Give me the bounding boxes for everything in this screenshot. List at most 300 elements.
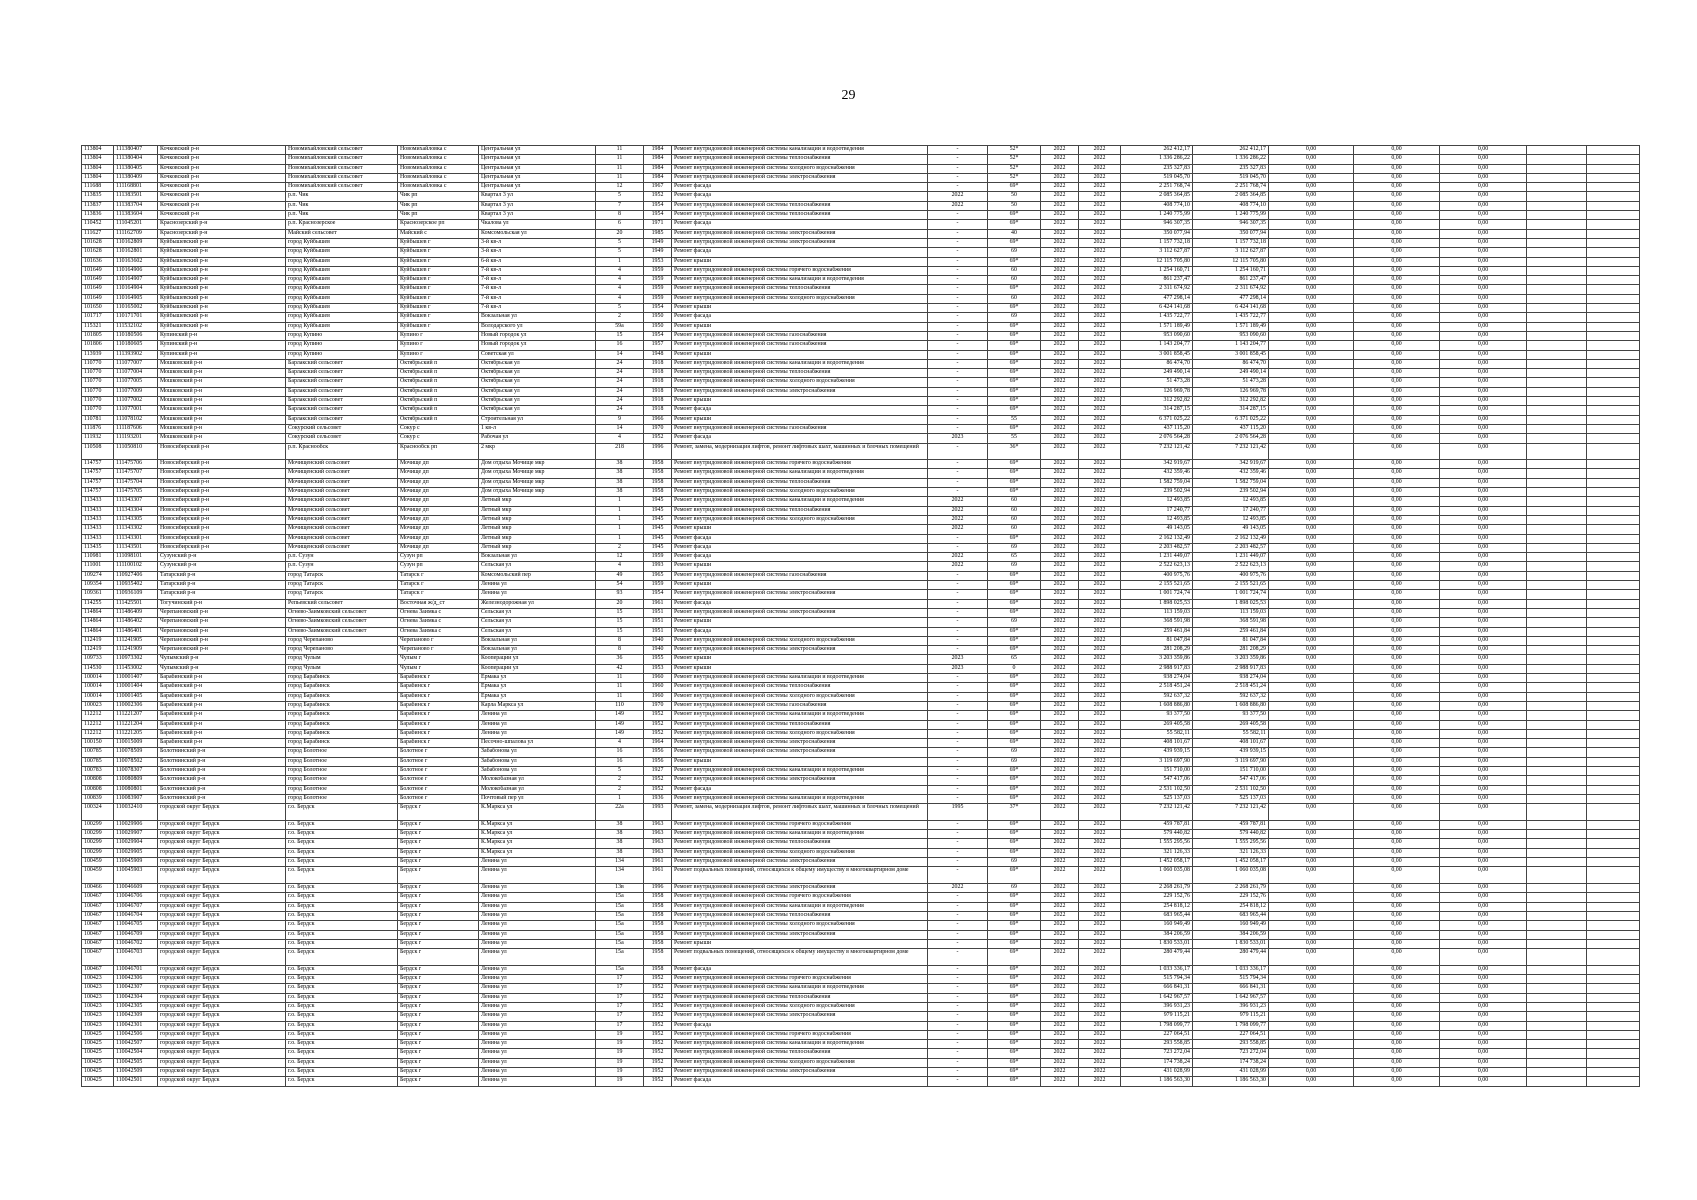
table-cell: 1961: [644, 867, 672, 884]
table-cell: 1953: [644, 257, 672, 266]
table-cell: 0,00: [1269, 711, 1354, 720]
table-cell: Краснозерское рп: [398, 220, 479, 229]
table-cell: город Болотное: [286, 794, 398, 803]
table-row: [82, 571, 1640, 580]
table-cell: Ремонт фасада: [672, 965, 928, 974]
table-cell: 16: [596, 757, 644, 766]
table-cell: Ленина ул: [479, 711, 596, 720]
table-cell: -: [928, 739, 988, 748]
table-cell: 15а: [596, 965, 644, 974]
table-cell: -: [928, 543, 988, 552]
table-cell: 0,00: [1440, 1040, 1527, 1049]
table-row: [82, 497, 1640, 506]
table-row: [82, 1030, 1640, 1039]
table-cell: 2022: [1041, 506, 1079, 515]
table-cell: 519 045,70: [1121, 173, 1193, 182]
table-cell: [1527, 248, 1587, 257]
table-row: [82, 664, 1640, 673]
table-cell: 100808: [82, 785, 114, 794]
table-cell: [1587, 720, 1640, 729]
table-cell: [1527, 949, 1587, 966]
table-cell: 1 642 967,57: [1121, 993, 1193, 1002]
table-row: [82, 618, 1640, 627]
table-cell: Ремонт фасада: [672, 220, 928, 229]
table-cell: 69: [988, 562, 1041, 571]
table-cell: Мочищенский сельсовет: [286, 515, 398, 524]
table-cell: [1587, 478, 1640, 487]
table-cell: [1587, 515, 1640, 524]
table-cell: Ремонт внутридомовой инженерной системы электроснабжения: [672, 776, 928, 785]
table-cell: 1 157 732,18: [1193, 238, 1269, 247]
table-cell: г.о. Бердск: [286, 911, 398, 920]
table-cell: Забабонова ул: [479, 748, 596, 757]
table-cell: 1963: [644, 820, 672, 829]
table-cell: 4: [596, 285, 644, 294]
table-cell: Ремонт крыши: [672, 757, 928, 766]
table-cell: 3 001 858,45: [1121, 350, 1193, 359]
table-cell: Новосибирский р-н: [158, 525, 286, 534]
table-cell: Ремонт внутридомовой инженерной системы теплоснабжения: [672, 1049, 928, 1058]
table-cell: 1957: [644, 341, 672, 350]
table-cell: 0,00: [1354, 201, 1440, 210]
table-cell: город Татарск: [286, 590, 398, 599]
table-cell: Ремонт фасада: [672, 192, 928, 201]
table-row: [82, 424, 1640, 433]
table-cell: 0,00: [1354, 757, 1440, 766]
table-cell: 111098101: [114, 553, 158, 562]
table-cell: 249 490,14: [1121, 369, 1193, 378]
table-cell: Барабинск г: [398, 674, 479, 683]
table-cell: Октябрьский п: [398, 359, 479, 368]
table-cell: 15а: [596, 921, 644, 930]
table-cell: Мошковский р-н: [158, 378, 286, 387]
table-cell: Бердск г: [398, 804, 479, 821]
table-cell: Сузун рп: [398, 553, 479, 562]
table-cell: [1527, 359, 1587, 368]
table-cell: -: [928, 646, 988, 655]
table-cell: 110046704: [114, 911, 158, 920]
table-cell: 1945: [644, 515, 672, 524]
table-cell: -: [928, 1040, 988, 1049]
table-cell: [1527, 636, 1587, 645]
table-cell: [1587, 469, 1640, 478]
table-cell: [1527, 867, 1587, 884]
table-cell: Летный мкр: [479, 515, 596, 524]
table-cell: 0,00: [1354, 776, 1440, 785]
table-cell: 15а: [596, 902, 644, 911]
table-cell: [1527, 406, 1587, 415]
table-cell: 6: [596, 220, 644, 229]
table-cell: 683 965,44: [1121, 911, 1193, 920]
table-cell: Болотное г: [398, 757, 479, 766]
table-cell: 109274: [82, 571, 114, 580]
table-cell: Чулымский р-н: [158, 655, 286, 664]
table-cell: 110032410: [114, 804, 158, 821]
repair-register-table: [81, 145, 1640, 1087]
table-cell: Бердск г: [398, 1030, 479, 1039]
table-cell: Барабинск г: [398, 701, 479, 710]
table-cell: 2022: [1079, 1002, 1121, 1011]
table-cell: 112212: [82, 729, 114, 738]
table-cell: город Барабинск: [286, 720, 398, 729]
table-cell: Куйбышев г: [398, 322, 479, 331]
table-cell: -: [928, 984, 988, 993]
table-row: [82, 785, 1640, 794]
table-cell: 0,00: [1269, 369, 1354, 378]
table-cell: 0,00: [1440, 739, 1527, 748]
table-cell: [1587, 785, 1640, 794]
table-cell: 111380409: [114, 173, 158, 182]
table-cell: 342 919,67: [1193, 460, 1269, 469]
table-row: [82, 993, 1640, 1002]
table-cell: 293 558,85: [1193, 1040, 1269, 1049]
table-cell: 111077001: [114, 406, 158, 415]
table-cell: Новосибирский р-н: [158, 497, 286, 506]
table-cell: [1587, 692, 1640, 701]
table-row: [82, 794, 1640, 803]
table-cell: Ремонт внутридомовой инженерной системы электроснабжения: [672, 1068, 928, 1077]
table-cell: 69*: [988, 785, 1041, 794]
table-cell: 2 155 521,65: [1193, 581, 1269, 590]
table-cell: 24: [596, 378, 644, 387]
table-cell: 2022: [1041, 949, 1079, 966]
table-row: [82, 599, 1640, 608]
table-cell: 69*: [988, 238, 1041, 247]
table-cell: 110078502: [114, 757, 158, 766]
table-cell: Летный мкр: [479, 525, 596, 534]
table-cell: 2022: [1041, 893, 1079, 902]
table-cell: 2022: [1079, 322, 1121, 331]
table-cell: Барлакский сельсовет: [286, 359, 398, 368]
table-cell: 0,00: [1440, 785, 1527, 794]
table-cell: 1 060 035,08: [1193, 867, 1269, 884]
table-cell: Ленина ул: [479, 858, 596, 867]
table-cell: 100423: [82, 984, 114, 993]
table-cell: 69*: [988, 378, 1041, 387]
table-cell: Ремонт фасада: [672, 599, 928, 608]
table-cell: 2022: [1041, 627, 1079, 636]
table-cell: [1587, 313, 1640, 322]
table-cell: 110042304: [114, 993, 158, 1002]
table-cell: Ремонт внутридомовой инженерной системы холодного водоснабжения: [672, 1002, 928, 1011]
table-cell: 0,00: [1269, 858, 1354, 867]
table-cell: 110029907: [114, 830, 158, 839]
table-cell: 2 988 917,83: [1193, 664, 1269, 673]
table-cell: Комсомольский пер: [479, 571, 596, 580]
table-cell: 0,00: [1354, 562, 1440, 571]
table-cell: Новомихайловский сельсовет: [286, 164, 398, 173]
table-cell: Огнево-Заимковский сельсовет: [286, 627, 398, 636]
table-cell: 11: [596, 692, 644, 701]
table-cell: 0,00: [1354, 930, 1440, 939]
table-cell: 1965: [644, 571, 672, 580]
table-cell: Барлакский сельсовет: [286, 378, 398, 387]
table-cell: 151 710,00: [1121, 766, 1193, 775]
table-cell: [1527, 201, 1587, 210]
table-cell: город Куйбышев: [286, 257, 398, 266]
table-cell: 55: [988, 434, 1041, 443]
table-cell: 100014: [82, 692, 114, 701]
table-cell: Бердск г: [398, 848, 479, 857]
table-cell: 113835: [82, 192, 114, 201]
table-cell: 3 119 697,90: [1193, 757, 1269, 766]
table-cell: [1587, 1030, 1640, 1039]
table-cell: 2 251 768,74: [1121, 183, 1193, 192]
table-cell: 69*: [988, 359, 1041, 368]
table-cell: Бердск г: [398, 902, 479, 911]
table-cell: 2 268 261,79: [1121, 884, 1193, 893]
table-cell: -: [928, 581, 988, 590]
table-cell: Бердск г: [398, 949, 479, 966]
table-cell: -: [928, 1002, 988, 1011]
table-cell: [1587, 155, 1640, 164]
table-cell: Ремонт крыши: [672, 257, 928, 266]
table-cell: 547 417,06: [1121, 776, 1193, 785]
table-cell: 1945: [644, 506, 672, 515]
table-cell: Октябрьский п: [398, 397, 479, 406]
table-cell: 0,00: [1269, 599, 1354, 608]
table-cell: 2 522 623,13: [1121, 562, 1193, 571]
table-cell: 0,00: [1354, 276, 1440, 285]
table-cell: 0,00: [1440, 460, 1527, 469]
table-cell: Ремонт крыши: [672, 939, 928, 948]
table-cell: 1959: [644, 266, 672, 275]
table-cell: 1 001 724,74: [1193, 590, 1269, 599]
table-cell: -: [928, 902, 988, 911]
table-row: [82, 220, 1640, 229]
table-cell: Барабинск г: [398, 692, 479, 701]
table-cell: 2022: [1079, 304, 1121, 313]
table-cell: [1527, 257, 1587, 266]
table-cell: -: [928, 248, 988, 257]
table-cell: Бердск г: [398, 1021, 479, 1030]
table-cell: [1527, 562, 1587, 571]
table-cell: 0,00: [1269, 497, 1354, 506]
table-cell: 0,00: [1269, 460, 1354, 469]
table-cell: 110002306: [114, 701, 158, 710]
table-cell: -: [928, 313, 988, 322]
table-cell: 0,00: [1440, 794, 1527, 803]
table-cell: [1527, 748, 1587, 757]
table-cell: 432 359,46: [1121, 469, 1193, 478]
table-cell: Барабинск г: [398, 729, 479, 738]
table-cell: 100425: [82, 1030, 114, 1039]
table-cell: Центральная ул: [479, 183, 596, 192]
table-cell: 1958: [644, 460, 672, 469]
table-row: [82, 515, 1640, 524]
table-row: [82, 902, 1640, 911]
table-cell: 110162801: [114, 248, 158, 257]
table-cell: 0,00: [1440, 387, 1527, 396]
table-cell: [1587, 930, 1640, 939]
table-cell: [1587, 804, 1640, 821]
table-cell: -: [928, 618, 988, 627]
table-cell: 0,00: [1354, 155, 1440, 164]
table-cell: 1 798 099,77: [1121, 1021, 1193, 1030]
table-cell: 111475707: [114, 469, 158, 478]
table-cell: 2022: [1041, 608, 1079, 617]
table-cell: 110001405: [114, 692, 158, 701]
table-cell: 0,00: [1354, 1077, 1440, 1086]
table-cell: Ремонт внутридомовой инженерной системы холодного водоснабжения: [672, 636, 928, 645]
table-cell: 0,00: [1354, 893, 1440, 902]
table-cell: 111077002: [114, 397, 158, 406]
table-cell: [1527, 804, 1587, 821]
table-cell: 110770: [82, 359, 114, 368]
table-cell: 101649: [82, 276, 114, 285]
table-cell: [1587, 674, 1640, 683]
table-cell: Ремонт внутридомовой инженерной системы канализации и водоотведения: [672, 984, 928, 993]
table-row: [82, 729, 1640, 738]
table-cell: город Купино: [286, 341, 398, 350]
table-cell: 111475706: [114, 460, 158, 469]
table-cell: 1 кв-л: [479, 424, 596, 433]
table-cell: 0,00: [1269, 1021, 1354, 1030]
table-cell: город Черепаново: [286, 646, 398, 655]
table-cell: -: [928, 1058, 988, 1067]
table-cell: Купино г: [398, 341, 479, 350]
table-row: [82, 211, 1640, 220]
table-cell: Новомихайловка с: [398, 164, 479, 173]
table-cell: 1 571 189,49: [1193, 322, 1269, 331]
table-cell: Октябрьский п: [398, 387, 479, 396]
table-cell: Мошковский р-н: [158, 415, 286, 424]
table-row: [82, 276, 1640, 285]
table-cell: [1587, 949, 1640, 966]
table-cell: 2022: [1041, 711, 1079, 720]
table-cell: город Барабинск: [286, 739, 398, 748]
table-cell: г.о. Бердск: [286, 921, 398, 930]
table-cell: 0,00: [1269, 766, 1354, 775]
table-cell: 0,00: [1354, 304, 1440, 313]
table-cell: 69*: [988, 776, 1041, 785]
table-cell: 2 076 564,28: [1121, 434, 1193, 443]
table-cell: Летный мкр: [479, 543, 596, 552]
table-cell: 69*: [988, 341, 1041, 350]
table-cell: городской округ Бердск: [158, 1068, 286, 1077]
table-cell: Мочище дп: [398, 469, 479, 478]
table-cell: [1527, 211, 1587, 220]
table-cell: Купинский р-н: [158, 350, 286, 359]
table-cell: 0,00: [1440, 1058, 1527, 1067]
table-cell: Строительная ул: [479, 415, 596, 424]
table-cell: 437 115,20: [1193, 424, 1269, 433]
table-cell: -: [928, 794, 988, 803]
table-cell: 0,00: [1354, 415, 1440, 424]
table-cell: 1952: [644, 776, 672, 785]
table-cell: Болотнинский р-н: [158, 766, 286, 775]
table-cell: 0,00: [1354, 858, 1440, 867]
table-cell: 0,00: [1354, 229, 1440, 238]
table-cell: Чик рп: [398, 192, 479, 201]
table-cell: 110164905: [114, 294, 158, 303]
table-cell: 111221204: [114, 720, 158, 729]
table-cell: 69*: [988, 739, 1041, 748]
table-cell: -: [928, 776, 988, 785]
table-cell: 22а: [596, 804, 644, 821]
table-cell: 2022: [1041, 469, 1079, 478]
table-cell: Комсомольская ул: [479, 229, 596, 238]
table-cell: Болотнинский р-н: [158, 748, 286, 757]
table-cell: городской округ Бердск: [158, 830, 286, 839]
table-cell: Ремонт крыши: [672, 415, 928, 424]
table-row: [82, 1068, 1640, 1077]
table-cell: 1 435 722,77: [1193, 313, 1269, 322]
table-cell: 953 090,60: [1193, 331, 1269, 340]
table-cell: -: [928, 1049, 988, 1058]
table-cell: 2022: [928, 506, 988, 515]
table-cell: Бердск г: [398, 1002, 479, 1011]
table-cell: 113433: [82, 506, 114, 515]
table-cell: 0,00: [1269, 387, 1354, 396]
table-cell: 0,00: [1269, 294, 1354, 303]
table-cell: городской округ Бердск: [158, 1077, 286, 1086]
table-cell: 2022: [1079, 350, 1121, 359]
table-cell: 7-й кв-л: [479, 285, 596, 294]
table-cell: Октябрьская ул: [479, 387, 596, 396]
table-cell: Татарский р-н: [158, 581, 286, 590]
table-cell: 100299: [82, 830, 114, 839]
table-cell: -: [928, 711, 988, 720]
table-cell: 0,00: [1440, 692, 1527, 701]
table-cell: -: [928, 720, 988, 729]
table-cell: 24: [596, 359, 644, 368]
table-cell: 110171701: [114, 313, 158, 322]
table-cell: 2022: [1079, 238, 1121, 247]
table-cell: 2022: [1079, 720, 1121, 729]
table-cell: -: [928, 173, 988, 182]
table-cell: 2022: [1079, 1021, 1121, 1030]
table-cell: 2022: [1041, 867, 1079, 884]
table-cell: 19: [596, 1040, 644, 1049]
table-cell: город Татарск: [286, 581, 398, 590]
table-cell: [1587, 304, 1640, 313]
table-cell: Бердск г: [398, 1012, 479, 1021]
table-cell: 1950: [644, 322, 672, 331]
table-cell: 110046703: [114, 949, 158, 966]
table-cell: 60: [988, 276, 1041, 285]
table-cell: [1587, 369, 1640, 378]
table-cell: 0,00: [1440, 1077, 1527, 1086]
table-cell: 254 818,12: [1121, 902, 1193, 911]
table-cell: Бердск г: [398, 911, 479, 920]
table-cell: 111425501: [114, 599, 158, 608]
table-cell: 2022: [1079, 893, 1121, 902]
table-cell: Ремонт внутридомовой инженерной системы горячего водоснабжения: [672, 820, 928, 829]
table-row: [82, 369, 1640, 378]
table-cell: [1527, 1040, 1587, 1049]
table-cell: 113 159,03: [1121, 608, 1193, 617]
table-cell: 0,00: [1269, 238, 1354, 247]
table-cell: Сокурский сельсовет: [286, 434, 398, 443]
table-cell: 2022: [1079, 867, 1121, 884]
table-cell: -: [928, 211, 988, 220]
table-cell: Куйбышев г: [398, 257, 479, 266]
table-cell: 2022: [1079, 820, 1121, 829]
table-cell: Новосибирский р-н: [158, 515, 286, 524]
table-cell: Ленина ул: [479, 884, 596, 893]
table-cell: 0,00: [1269, 921, 1354, 930]
table-cell: 666 841,31: [1193, 984, 1269, 993]
table-cell: Куйбышев г: [398, 248, 479, 257]
table-row: [82, 804, 1640, 821]
table-cell: 0,00: [1354, 766, 1440, 775]
table-cell: г.о. Бердск: [286, 975, 398, 984]
table-cell: [1527, 1068, 1587, 1077]
table-cell: 1949: [644, 238, 672, 247]
table-cell: 0,00: [1269, 1077, 1354, 1086]
table-cell: 229 152,76: [1121, 893, 1193, 902]
